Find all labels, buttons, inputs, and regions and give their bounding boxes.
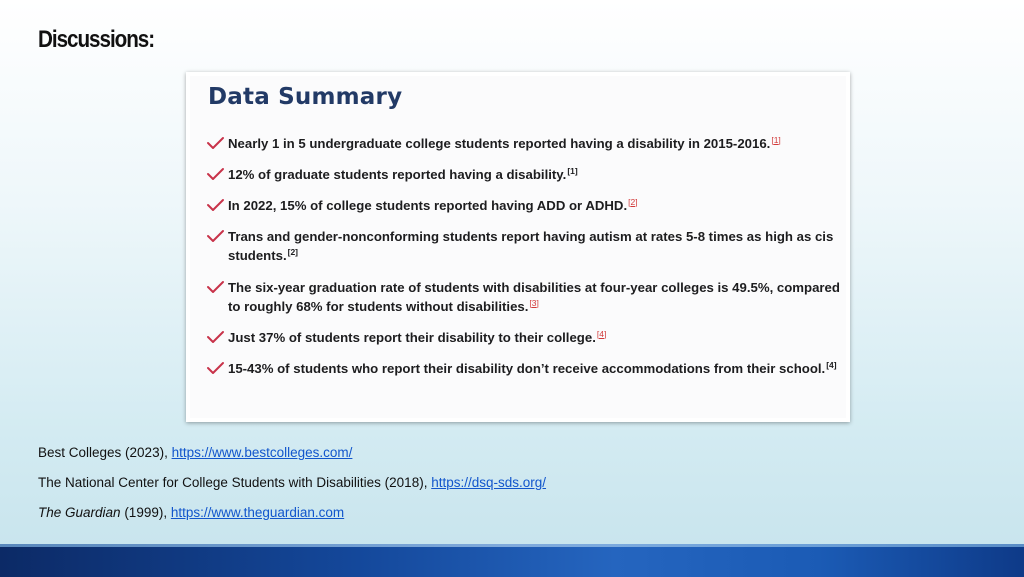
card-body <box>190 76 846 418</box>
citation-nccsd <box>38 475 546 490</box>
item-text: In 2022, 15% of college students reported having ADD or ADHD. <box>228 198 628 213</box>
citation-source-title: The Guardian <box>38 505 121 520</box>
item-text: 12% of graduate students reported having a disability. <box>228 167 567 182</box>
citation-guardian <box>38 505 344 520</box>
list-item-text <box>228 227 843 265</box>
checkmark-icon <box>206 228 228 244</box>
list-item <box>206 165 846 184</box>
checkmark-icon <box>206 279 228 295</box>
slide-title: Discussions: <box>38 26 155 53</box>
checkmark-icon <box>206 166 228 182</box>
citation-best-colleges <box>38 445 352 460</box>
item-text: 15-43% of students who report their disability don’t receive accommodations from their school. <box>228 361 826 376</box>
list-item <box>206 359 846 378</box>
list-item-text <box>228 328 843 347</box>
checkmark-icon <box>206 197 228 213</box>
checkmark-icon <box>206 360 228 376</box>
citation-text: (1999), <box>120 505 171 520</box>
list-item-text <box>228 165 843 184</box>
list-item-text <box>228 359 843 378</box>
footer-band <box>0 544 1024 577</box>
checkmark-icon <box>206 135 228 151</box>
list-item-text <box>228 196 843 215</box>
list-item <box>206 278 846 316</box>
citation-text: The National Center for College Students with Disabilities (2018), <box>38 475 432 490</box>
list-item <box>206 328 846 347</box>
list-item-text <box>228 278 843 316</box>
checkmark-icon <box>206 329 228 345</box>
citation-link[interactable]: https://www.theguardian.com <box>170 505 345 520</box>
item-text: The six-year graduation rate of students with disabilities at four-year colleges is 49.5%, compared to roughly 68% for students without disabilities. <box>228 280 840 314</box>
citation-text: Best Colleges (2023), <box>38 445 172 460</box>
citation-link[interactable]: https://www.bestcolleges.com/ <box>171 445 353 460</box>
citation-link[interactable]: https://dsq-sds.org/ <box>431 475 547 490</box>
list-item <box>206 196 846 215</box>
reference-link[interactable]: [4] <box>596 328 607 339</box>
reference-link[interactable]: [1] <box>771 134 781 145</box>
item-text: Nearly 1 in 5 undergraduate college students reported having a disability in 2015-2016. <box>228 136 771 151</box>
data-summary-card <box>186 72 850 422</box>
list-item <box>206 227 846 265</box>
reference-link[interactable]: [3] <box>529 297 539 308</box>
item-text: Trans and gender-nonconforming students report having autism at rates 5-8 times as high as cis students. <box>228 229 834 263</box>
reference-marker: [1] <box>567 165 578 176</box>
list-item <box>206 134 846 153</box>
reference-marker: [2] <box>287 246 299 257</box>
card-title: Data Summary <box>208 84 403 110</box>
reference-marker: [4] <box>826 359 837 370</box>
reference-link[interactable]: [2] <box>628 196 638 207</box>
item-text: Just 37% of students report their disability to their college. <box>228 330 596 345</box>
list-item-text <box>228 134 843 153</box>
